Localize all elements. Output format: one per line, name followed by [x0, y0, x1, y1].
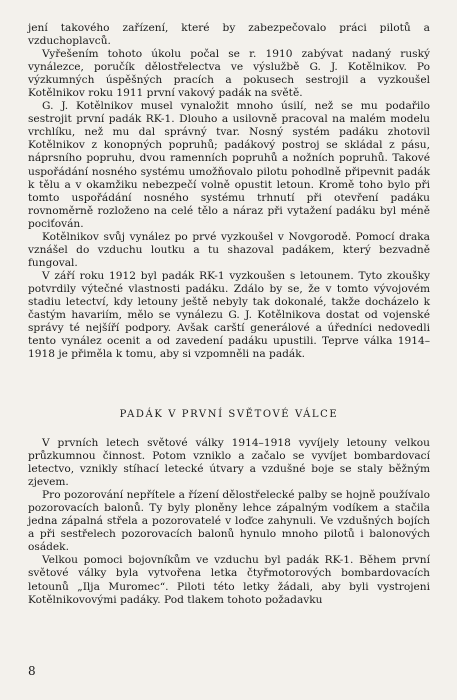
- paragraph: G. J. Kotělnikov musel vynaložit mnoho úsilí, než se mu podařilo sestrojit první padák RK-1. Dlouho a usilovně pracoval na malém modelu vrchlíku, než mu dal správný tvar. Nosný systém padáku zhotovil Kotělnikov z konopných popruhů; padákový postroj se skládal z pásu, náprsního popruhu, dvou ramenních popruhů a nožních popruhů. Takové uspořádání nosného systému umožňovalo pilotu pohodlně připevnit padák k tělu a v okamžiku nebezpečí volně opustit letoun. Kromě toho bylo při tomto uspořádání nosného systému trhnutí při otevření padáku rovnoměrně rozloženo na celé tělo a náraz při vytažení padáku byl méně pociťován.: [28, 100, 430, 230]
- paragraph: Vyřešením tohoto úkolu počal se r. 1910 zabývat nadaný ruský vynálezce, poručík dělostřelectva ve výslužbě G. J. Kotělnikov. Po výzkumných úspěšných pracích a pokusech sestrojil a vyzkoušel Kotělnikov roku 1911 první vakový padák na světě.: [28, 48, 430, 100]
- paragraph: V prvních letech světové války 1914–1918 vyvíjely letouny velkou průzkumnou činnost. Potom vzniklo a začalo se vyvíjet bombardovací letectvo, vznikly stíhací letecké útvary a vzdušné boje se staly běžným zjevem.: [28, 437, 430, 489]
- paragraph: Kotělnikov svůj vynález po prvé vyzkoušel v Novgorodě. Pomocí draka vznášel do vzduchu loutku a tu shazoval padákem, který bezvadně fungoval.: [28, 230, 430, 269]
- paragraph: V září roku 1912 byl padák RK-1 vyzkoušen s letounem. Tyto zkoušky potvrdily výtečné vlastnosti padáku. Zdálo by se, že v tomto vývojovém stadiu letectví, kdy letouny ještě nebyly tak dokonalé, takže docházelo k častým havariím, mělo se vynálezu G. J. Kotělnikova dostat od vojenské správy té nejšíří podpory. Avšak carští generálové a úředníci nedovedli tento vynález ocenit a od zavedení padáku upustili. Teprve válka 1914–1918 je přiměla k tomu, aby si vzpomněli na padák.: [28, 269, 430, 361]
- paragraph: jení takového zařízení, které by zabezpečovalo práci pilotů a vzduchoplavců.: [28, 22, 430, 48]
- paragraph: Pro pozorování nepřítele a řízení dělostřelecké palby se hojně používalo pozorovacích balonů. Ty byly ploněny lehce zápalným vodíkem a stačila jedna zápalná střela a pozorovatelé v loďce zahynuli. Ve vzdušných bojích a při sestřelech pozorovacích balonů hynulo mnoho pilotů i balonových osádek.: [28, 489, 430, 554]
- body-text-section-2: [28, 437, 430, 607]
- page-number: 8: [28, 664, 36, 678]
- section-heading: PADÁK V PRVNÍ SVĚTOVÉ VÁLCE: [119, 409, 339, 420]
- paragraph: Velkou pomoci bojovníkům ve vzduchu byl padák RK-1. Během první světové války byla vytvořena letka čtyřmotorových bombardovacích letounů „Ilja Muromec“. Piloti této letky žádali, aby byli vystrojeni Kotělnikovovými padáky. Pod tlakem tohoto požadavku: [28, 554, 430, 606]
- body-text-section-1: [28, 22, 430, 361]
